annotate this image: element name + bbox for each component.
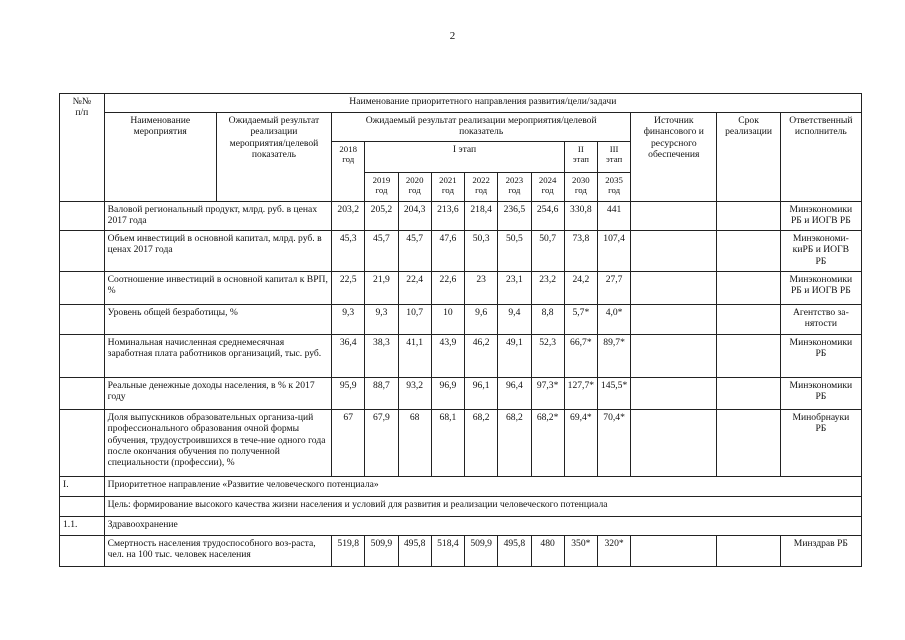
- header-stage-3: III этап: [597, 142, 630, 173]
- cell-value: 70,4*: [597, 410, 630, 477]
- strategy-table: [59, 93, 862, 567]
- row-name: Соотношение инвестиций в основной капитал к ВРП, %: [104, 272, 331, 305]
- cell-value: 5,7*: [564, 305, 597, 335]
- cell-value: 203,2: [332, 202, 365, 231]
- row-name: Объем инвестиций в основной капитал, млрд. руб. в ценах 2017 года: [104, 231, 331, 272]
- cell-value: 46,2: [465, 335, 498, 378]
- cell-value: 21,9: [365, 272, 398, 305]
- row-responsible: Минэкономики РБ и ИОГВ РБ: [780, 202, 861, 231]
- cell-value: 45,7: [398, 231, 431, 272]
- cell-value: 47,6: [431, 231, 464, 272]
- cell-value: 66,7*: [564, 335, 597, 378]
- subsection-number: 1.1.: [60, 517, 105, 536]
- cell-value: 68,2: [498, 410, 531, 477]
- cell-value: 50,7: [531, 231, 564, 272]
- cell-value: 93,2: [398, 378, 431, 410]
- row-responsible: Минздрав РБ: [780, 536, 861, 567]
- cell-value: 4,0*: [597, 305, 630, 335]
- row-name: Реальные денежные доходы населения, в % к 2017 году: [104, 378, 331, 410]
- cell-value: 9,3: [365, 305, 398, 335]
- header-year-2019: 2019 год: [365, 173, 398, 202]
- cell-value: 41,1: [398, 335, 431, 378]
- table-row: [60, 231, 862, 272]
- header-year-2021: 2021 год: [431, 173, 464, 202]
- cell-value: 67,9: [365, 410, 398, 477]
- cell-value: 27,7: [597, 272, 630, 305]
- row-name: Смертность населения трудоспособного воз-раста, чел. на 100 тыс. человек населения: [104, 536, 331, 567]
- row-responsible: Минэкономи- киРБ и ИОГВ РБ: [780, 231, 861, 272]
- header-responsible: Ответственный исполнитель: [780, 113, 861, 202]
- cell-value: 480: [531, 536, 564, 567]
- section-row: [60, 477, 862, 497]
- cell-value: 38,3: [365, 335, 398, 378]
- table-row: [60, 536, 862, 567]
- table-row: [60, 305, 862, 335]
- header-year-2024: 2024 год: [531, 173, 564, 202]
- cell-value: 10,7: [398, 305, 431, 335]
- cell-value: 96,1: [465, 378, 498, 410]
- cell-value: 22,6: [431, 272, 464, 305]
- cell-value: 509,9: [365, 536, 398, 567]
- cell-value: 68,1: [431, 410, 464, 477]
- cell-value: 23,1: [498, 272, 531, 305]
- cell-value: 213,6: [431, 202, 464, 231]
- cell-value: 96,9: [431, 378, 464, 410]
- subsection-row: [60, 517, 862, 536]
- cell-value: 9,4: [498, 305, 531, 335]
- cell-value: 127,7*: [564, 378, 597, 410]
- cell-value: 22,4: [398, 272, 431, 305]
- cell-value: 89,7*: [597, 335, 630, 378]
- row-name: Доля выпускников образовательных организа-ций профессионального образования очной формы обучения, трудоустроившихся в тече-ние одного года после окончания обучения по полученной специальности (профессии), %: [104, 410, 331, 477]
- cell-value: 45,3: [332, 231, 365, 272]
- table-row: [60, 272, 862, 305]
- cell-value: 107,4: [597, 231, 630, 272]
- cell-value: 73,8: [564, 231, 597, 272]
- cell-value: 23,2: [531, 272, 564, 305]
- row-name: Уровень общей безработицы, %: [104, 305, 331, 335]
- cell-value: 330,8: [564, 202, 597, 231]
- header-year-2023: 2023 год: [498, 173, 531, 202]
- cell-value: 254,6: [531, 202, 564, 231]
- page-number: 2: [449, 30, 456, 42]
- table-row: [60, 202, 862, 231]
- cell-value: 10: [431, 305, 464, 335]
- cell-value: 49,1: [498, 335, 531, 378]
- cell-value: 36,4: [332, 335, 365, 378]
- cell-value: 97,3*: [531, 378, 564, 410]
- cell-value: 52,3: [531, 335, 564, 378]
- cell-value: 23: [465, 272, 498, 305]
- goal-text: Цель: формирование высокого качества жизни населения и условий для развития и реализации человеческого потенциала: [104, 497, 861, 517]
- row-name: Номинальная начисленная среднемесячная заработная плата работников организаций, тыс. руб.: [104, 335, 331, 378]
- header-year-2018: 2018 год: [332, 142, 365, 202]
- header-year-2020: 2020 год: [398, 173, 431, 202]
- row-responsible: Минэкономики РБ: [780, 335, 861, 378]
- cell-value: 9,6: [465, 305, 498, 335]
- cell-value: 67: [332, 410, 365, 477]
- table-row: [60, 410, 862, 477]
- table-row: [60, 378, 862, 410]
- cell-value: 68,2: [465, 410, 498, 477]
- header-year-2030: 2030 год: [564, 173, 597, 202]
- cell-value: 495,8: [498, 536, 531, 567]
- header-deadline: Срок реализации: [717, 113, 780, 202]
- cell-value: 320*: [597, 536, 630, 567]
- cell-value: 88,7: [365, 378, 398, 410]
- cell-value: 8,8: [531, 305, 564, 335]
- cell-value: 204,3: [398, 202, 431, 231]
- header-year-2022: 2022 год: [465, 173, 498, 202]
- cell-value: 519,8: [332, 536, 365, 567]
- header-source: Источник финансового и ресурсного обеспечения: [631, 113, 717, 202]
- cell-value: 50,3: [465, 231, 498, 272]
- header-year-2035: 2035 год: [597, 173, 630, 202]
- cell-value: 205,2: [365, 202, 398, 231]
- cell-value: 43,9: [431, 335, 464, 378]
- cell-value: 495,8: [398, 536, 431, 567]
- cell-value: 145,5*: [597, 378, 630, 410]
- section-title: Приоритетное направление «Развитие человеческого потенциала»: [104, 477, 861, 497]
- header-stage-2: II этап: [564, 142, 597, 173]
- header-event-name: Наименование мероприятия: [104, 113, 216, 202]
- cell-value: 69,4*: [564, 410, 597, 477]
- header-expected-result: Ожидаемый результат реализации мероприятия/целевой показатель: [216, 113, 331, 202]
- cell-value: 50,5: [498, 231, 531, 272]
- header-number: №№ п/п: [60, 94, 105, 202]
- cell-value: 350*: [564, 536, 597, 567]
- row-name: Валовой региональный продукт, млрд. руб. в ценах 2017 года: [104, 202, 331, 231]
- goal-row: [60, 497, 862, 517]
- cell-value: 68,2*: [531, 410, 564, 477]
- row-responsible: Минобрнауки РБ: [780, 410, 861, 477]
- row-responsible: Минэкономики РБ и ИОГВ РБ: [780, 272, 861, 305]
- header-stage-1: I этап: [365, 142, 564, 173]
- row-responsible: Минэкономики РБ: [780, 378, 861, 410]
- cell-value: 509,9: [465, 536, 498, 567]
- cell-value: 22,5: [332, 272, 365, 305]
- section-number: I.: [60, 477, 105, 497]
- cell-value: 9,3: [332, 305, 365, 335]
- cell-value: 96,4: [498, 378, 531, 410]
- row-responsible: Агентство за- нятости: [780, 305, 861, 335]
- cell-value: 95,9: [332, 378, 365, 410]
- header-priority-title: Наименование приоритетного направления развития/цели/задачи: [104, 94, 861, 113]
- subsection-title: Здравоохранение: [104, 517, 861, 536]
- cell-value: 24,2: [564, 272, 597, 305]
- table-row: [60, 335, 862, 378]
- cell-value: 45,7: [365, 231, 398, 272]
- cell-value: 441: [597, 202, 630, 231]
- cell-value: 236,5: [498, 202, 531, 231]
- cell-value: 68: [398, 410, 431, 477]
- cell-value: 218,4: [465, 202, 498, 231]
- header-expected-result-wide: Ожидаемый результат реализации мероприятия/целевой показатель: [332, 113, 631, 142]
- cell-value: 518,4: [431, 536, 464, 567]
